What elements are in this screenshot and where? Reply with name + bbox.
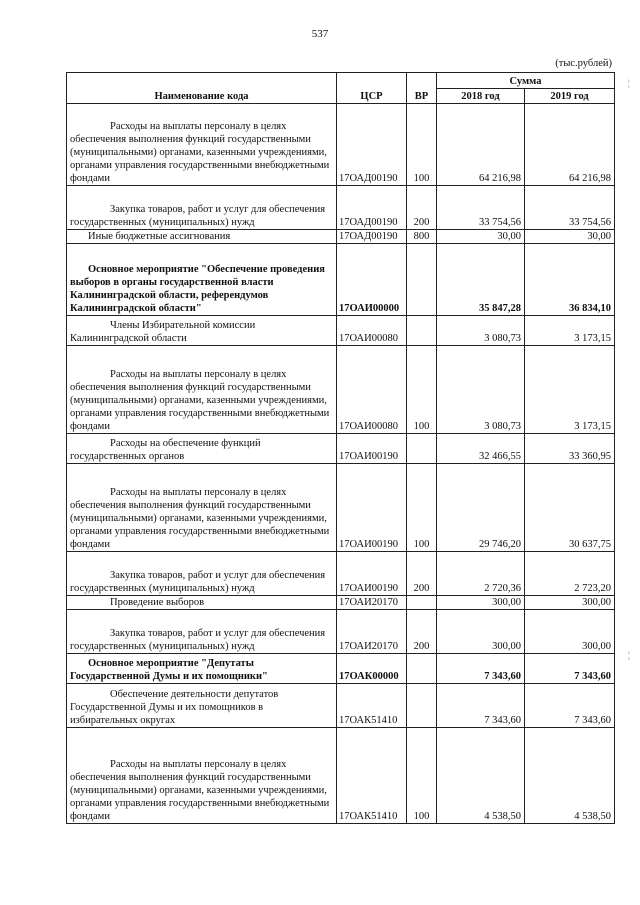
- row-2019: 2 723,20: [525, 552, 615, 596]
- table-row: [67, 728, 615, 824]
- row-2018: 300,00: [437, 610, 525, 654]
- row-csr: 17ОАИ20170: [337, 596, 407, 610]
- row-vr: [407, 316, 437, 346]
- row-name: Члены Избирательной комиссии Калининградской области: [67, 316, 337, 346]
- header-2019: 2019 год: [525, 88, 615, 104]
- row-vr: 100: [407, 104, 437, 186]
- row-vr: [407, 244, 437, 316]
- row-2019: 300,00: [525, 596, 615, 610]
- row-name: Закупка товаров, работ и услуг для обеспечения государственных (муниципальных) нужд: [67, 610, 337, 654]
- row-2018: 32 466,55: [437, 434, 525, 464]
- row-2019: 3 173,15: [525, 346, 615, 434]
- row-name: Основное мероприятие "Депутаты Государственной Думы и их помощники": [67, 654, 337, 684]
- row-2018: 64 216,98: [437, 104, 525, 186]
- table-row: [67, 230, 615, 244]
- table-row: [67, 316, 615, 346]
- row-csr: 17ОАИ00190: [337, 552, 407, 596]
- row-vr: 200: [407, 186, 437, 230]
- row-2018: 30,00: [437, 230, 525, 244]
- budget-table: [66, 72, 615, 824]
- margin-mark: ¦: [628, 78, 630, 88]
- row-2018: 2 720,36: [437, 552, 525, 596]
- table-row: [67, 104, 615, 186]
- row-2019: 3 173,15: [525, 316, 615, 346]
- table-row: [67, 434, 615, 464]
- row-2019: 300,00: [525, 610, 615, 654]
- table-row: [67, 654, 615, 684]
- row-2019: 4 538,50: [525, 728, 615, 824]
- row-csr: 17ОАК00000: [337, 654, 407, 684]
- row-2018: 4 538,50: [437, 728, 525, 824]
- row-csr: 17ОАИ00190: [337, 434, 407, 464]
- row-2018: 7 343,60: [437, 684, 525, 728]
- row-name: Закупка товаров, работ и услуг для обеспечения государственных (муниципальных) нужд: [67, 186, 337, 230]
- row-2018: 7 343,60: [437, 654, 525, 684]
- header-sum: Сумма: [437, 73, 615, 89]
- table-row: [67, 244, 615, 316]
- row-csr: 17ОАД00190: [337, 186, 407, 230]
- row-name: Расходы на выплаты персоналу в целях обеспечения выполнения функций государственными (муниципальными) органами, казенными учреждениями, органами управления государственными внебюджетными фондами: [67, 728, 337, 824]
- row-csr: 17ОАИ00080: [337, 346, 407, 434]
- table-row: [67, 346, 615, 434]
- row-vr: [407, 654, 437, 684]
- page-number: 537: [311, 28, 329, 40]
- row-2019: 33 754,56: [525, 186, 615, 230]
- row-vr: [407, 434, 437, 464]
- row-2019: 36 834,10: [525, 244, 615, 316]
- row-2018: 35 847,28: [437, 244, 525, 316]
- row-vr: 100: [407, 464, 437, 552]
- table-row: [67, 596, 615, 610]
- row-name: Закупка товаров, работ и услуг для обеспечения государственных (муниципальных) нужд: [67, 552, 337, 596]
- row-vr: 100: [407, 346, 437, 434]
- table-row: [67, 464, 615, 552]
- row-name: Иные бюджетные ассигнования: [67, 230, 337, 244]
- row-2018: 29 746,20: [437, 464, 525, 552]
- table-row: [67, 610, 615, 654]
- row-2019: 64 216,98: [525, 104, 615, 186]
- margin-mark: ¦: [628, 650, 630, 660]
- unit-note: (тыс.рублей): [555, 58, 612, 69]
- table-row: [67, 552, 615, 596]
- row-2018: 3 080,73: [437, 316, 525, 346]
- table-row: [67, 186, 615, 230]
- row-vr: [407, 684, 437, 728]
- row-name: Расходы на обеспечение функций государственных органов: [67, 434, 337, 464]
- row-2019: 30 637,75: [525, 464, 615, 552]
- row-name: Расходы на выплаты персоналу в целях обеспечения выполнения функций государственными (муниципальными) органами, казенными учреждениями, органами управления государственными внебюджетными фондами: [67, 104, 337, 186]
- header-name: Наименование кода: [67, 73, 337, 104]
- row-vr: 100: [407, 728, 437, 824]
- row-csr: 17ОАД00190: [337, 230, 407, 244]
- row-vr: 800: [407, 230, 437, 244]
- row-2018: 33 754,56: [437, 186, 525, 230]
- row-2019: 30,00: [525, 230, 615, 244]
- header-2018: 2018 год: [437, 88, 525, 104]
- row-vr: 200: [407, 610, 437, 654]
- row-name: Основное мероприятие "Обеспечение проведения выборов в органы государственной власти Калининградской области, референдумов Калининградской области": [67, 244, 337, 316]
- row-vr: [407, 596, 437, 610]
- row-2019: 7 343,60: [525, 654, 615, 684]
- row-2019: 33 360,95: [525, 434, 615, 464]
- row-csr: 17ОАИ00080: [337, 316, 407, 346]
- row-csr: 17ОАК51410: [337, 728, 407, 824]
- row-name: Расходы на выплаты персоналу в целях обеспечения выполнения функций государственными (муниципальными) органами, казенными учреждениями, органами управления государственными внебюджетными фондами: [67, 346, 337, 434]
- row-name: Обеспечение деятельности депутатов Государственной Думы и их помощников в избирательных округах: [67, 684, 337, 728]
- row-csr: 17ОАД00190: [337, 104, 407, 186]
- row-name: Расходы на выплаты персоналу в целях обеспечения выполнения функций государственными (муниципальными) органами, казенными учреждениями, органами управления государственными внебюджетными фондами: [67, 464, 337, 552]
- table-row: [67, 684, 615, 728]
- row-vr: 200: [407, 552, 437, 596]
- row-csr: 17ОАИ00000: [337, 244, 407, 316]
- row-csr: 17ОАК51410: [337, 684, 407, 728]
- header-csr: ЦСР: [337, 73, 407, 104]
- row-csr: 17ОАИ20170: [337, 610, 407, 654]
- header-vr: ВР: [407, 73, 437, 104]
- row-csr: 17ОАИ00190: [337, 464, 407, 552]
- row-name: Проведение выборов: [67, 596, 337, 610]
- row-2018: 300,00: [437, 596, 525, 610]
- row-2019: 7 343,60: [525, 684, 615, 728]
- row-2018: 3 080,73: [437, 346, 525, 434]
